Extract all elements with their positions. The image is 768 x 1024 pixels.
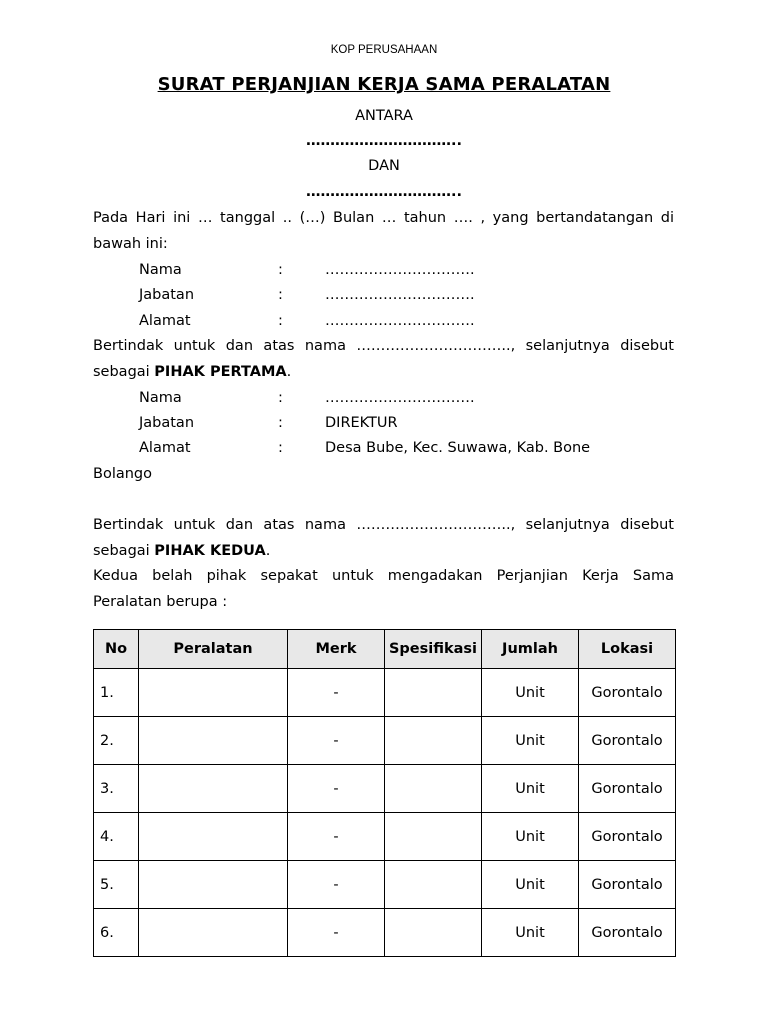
- party1-name-colon: :: [278, 262, 283, 278]
- table-row: [94, 861, 676, 909]
- party1-name-value: ………………………….: [325, 262, 475, 278]
- cell-lokasi: Gorontalo: [579, 813, 676, 861]
- cell-peralatan: [139, 669, 288, 717]
- party2-name-value: ………………………….: [325, 390, 475, 406]
- header-no: No: [94, 630, 139, 669]
- cell-peralatan: [139, 909, 288, 957]
- party2-position-colon: :: [278, 415, 283, 431]
- header-peralatan: Peralatan: [139, 630, 288, 669]
- cell-peralatan: [139, 765, 288, 813]
- letterhead-placeholder: KOP PERUSAHAAN: [330, 44, 438, 56]
- cell-jumlah: Unit: [482, 765, 579, 813]
- party1-acting-text: Bertindak untuk dan atas nama ………………………….., selanjutnya disebut sebagai: [93, 338, 674, 380]
- agreement-line-2: Peralatan berupa :: [93, 594, 228, 610]
- party2-acting-text: Bertindak untuk dan atas nama ………………………….., selanjutnya disebut sebagai: [93, 517, 674, 559]
- table-row: [94, 813, 676, 861]
- table-row: [94, 669, 676, 717]
- equipment-table: [93, 629, 676, 957]
- party1-acting-paragraph: [93, 334, 674, 385]
- cell-spesifikasi: [385, 861, 482, 909]
- party2-acting-end: .: [265, 542, 271, 559]
- cell-no: 1.: [94, 669, 139, 717]
- party2-position-label: Jabatan: [139, 415, 195, 431]
- cell-merk: -: [288, 717, 385, 765]
- party2-address-value: Desa Bube, Kec. Suwawa, Kab. Bone: [325, 440, 591, 456]
- cell-peralatan: [139, 861, 288, 909]
- cell-jumlah: Unit: [482, 861, 579, 909]
- cell-merk: -: [288, 765, 385, 813]
- cell-jumlah: Unit: [482, 909, 579, 957]
- party2-address-continuation: Bolango: [93, 466, 152, 482]
- cell-no: 5.: [94, 861, 139, 909]
- header-spesifikasi: Spesifikasi: [385, 630, 482, 669]
- cell-lokasi: Gorontalo: [579, 669, 676, 717]
- cell-peralatan: [139, 813, 288, 861]
- antara-label: ANTARA: [355, 108, 413, 124]
- dan-label: DAN: [368, 158, 400, 174]
- party2-address-colon: :: [278, 440, 283, 456]
- party1-address-value: ………………………….: [325, 313, 475, 329]
- party1-position-colon: :: [278, 287, 283, 303]
- cell-no: 4.: [94, 813, 139, 861]
- party1-name-label: Nama: [139, 262, 182, 278]
- intro-paragraph: Pada Hari ini … tanggal .. (…) Bulan … tahun …. , yang bertandatangan di bawah ini:: [93, 210, 674, 252]
- document-title: SURAT PERJANJIAN KERJA SAMA PERALATAN: [157, 74, 611, 95]
- party2-name-colon: :: [278, 390, 283, 406]
- cell-spesifikasi: [385, 717, 482, 765]
- cell-lokasi: Gorontalo: [579, 717, 676, 765]
- party1-acting-end: .: [286, 363, 292, 380]
- party1-position-value: ………………………….: [325, 287, 475, 303]
- party2-name-blank: …………………………..: [305, 184, 463, 200]
- cell-no: 6.: [94, 909, 139, 957]
- party1-address-label: Alamat: [139, 313, 191, 329]
- party2-role: PIHAK KEDUA: [154, 542, 266, 559]
- cell-spesifikasi: [385, 813, 482, 861]
- cell-lokasi: Gorontalo: [579, 861, 676, 909]
- party1-position-label: Jabatan: [139, 287, 195, 303]
- agreement-line-1: Kedua belah pihak sepakat untuk mengadakan Perjanjian Kerja Sama: [93, 568, 674, 584]
- cell-jumlah: Unit: [482, 813, 579, 861]
- party2-acting-paragraph: [93, 513, 674, 564]
- table-row: [94, 765, 676, 813]
- cell-merk: -: [288, 909, 385, 957]
- cell-spesifikasi: [385, 909, 482, 957]
- party1-role: PIHAK PERTAMA: [154, 363, 287, 380]
- table-row: [94, 909, 676, 957]
- party1-name-blank: …………………………..: [305, 133, 463, 149]
- party2-address-label: Alamat: [139, 440, 191, 456]
- cell-lokasi: Gorontalo: [579, 765, 676, 813]
- table-header-row: [94, 630, 676, 669]
- cell-merk: -: [288, 669, 385, 717]
- party1-address-colon: :: [278, 313, 283, 329]
- cell-merk: -: [288, 861, 385, 909]
- party2-name-label: Nama: [139, 390, 182, 406]
- table-row: [94, 717, 676, 765]
- header-jumlah: Jumlah: [482, 630, 579, 669]
- party2-position-value: DIREKTUR: [325, 415, 398, 431]
- cell-lokasi: Gorontalo: [579, 909, 676, 957]
- cell-jumlah: Unit: [482, 717, 579, 765]
- cell-jumlah: Unit: [482, 669, 579, 717]
- cell-no: 3.: [94, 765, 139, 813]
- cell-merk: -: [288, 813, 385, 861]
- cell-no: 2.: [94, 717, 139, 765]
- cell-spesifikasi: [385, 669, 482, 717]
- header-lokasi: Lokasi: [579, 630, 676, 669]
- header-merk: Merk: [288, 630, 385, 669]
- cell-peralatan: [139, 717, 288, 765]
- cell-spesifikasi: [385, 765, 482, 813]
